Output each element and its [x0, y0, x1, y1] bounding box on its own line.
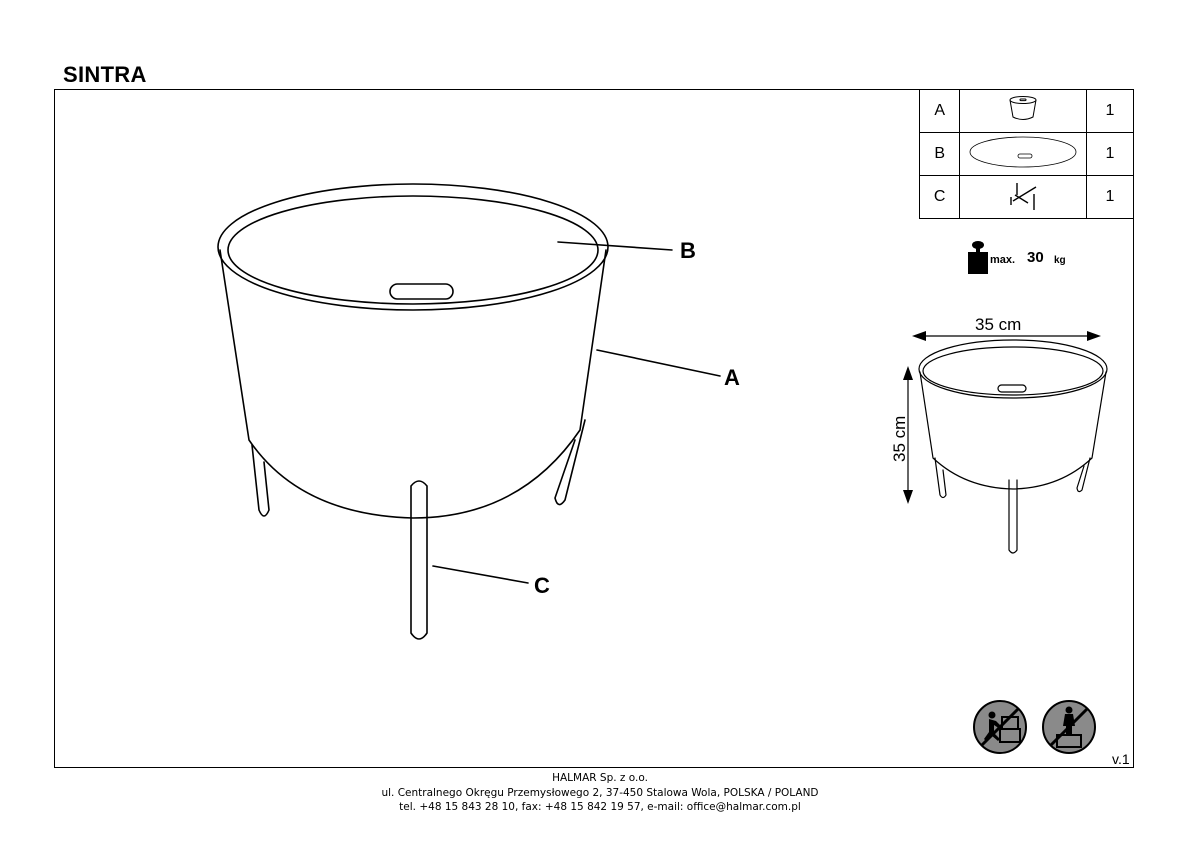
max-load-label: max.	[990, 254, 1016, 266]
product-title: SINTRA	[63, 62, 147, 87]
no-climbing-icon	[972, 699, 1028, 755]
part-qty: 1	[1086, 176, 1133, 219]
callout-a: A	[724, 365, 740, 390]
footer-address: ul. Centralnego Okręgu Przemysłowego 2, 37-450 Stalowa Wola, POLSKA / POLAND	[381, 786, 819, 799]
part-qty: 1	[1086, 133, 1133, 176]
dimension-width: 35 cm	[975, 315, 1022, 334]
no-standing-icon	[1041, 699, 1097, 755]
part-letter: A	[920, 90, 960, 133]
max-load-unit: kg	[1054, 255, 1066, 266]
part-letter: B	[920, 133, 960, 176]
max-load-value: 30	[1027, 249, 1044, 266]
callout-b: B	[680, 238, 696, 263]
part-letter: C	[920, 176, 960, 219]
callout-c: C	[534, 573, 550, 598]
footer-contact: tel. +48 15 843 28 10, fax: +48 15 842 19 57, e-mail: office@halmar.com.pl	[399, 801, 801, 813]
footer	[0, 771, 1200, 815]
dimension-height: 35 cm	[890, 415, 909, 462]
version-label: v.1	[1112, 751, 1130, 767]
footer-company: HALMAR Sp. z o.o.	[552, 772, 648, 784]
part-qty: 1	[1086, 90, 1133, 133]
